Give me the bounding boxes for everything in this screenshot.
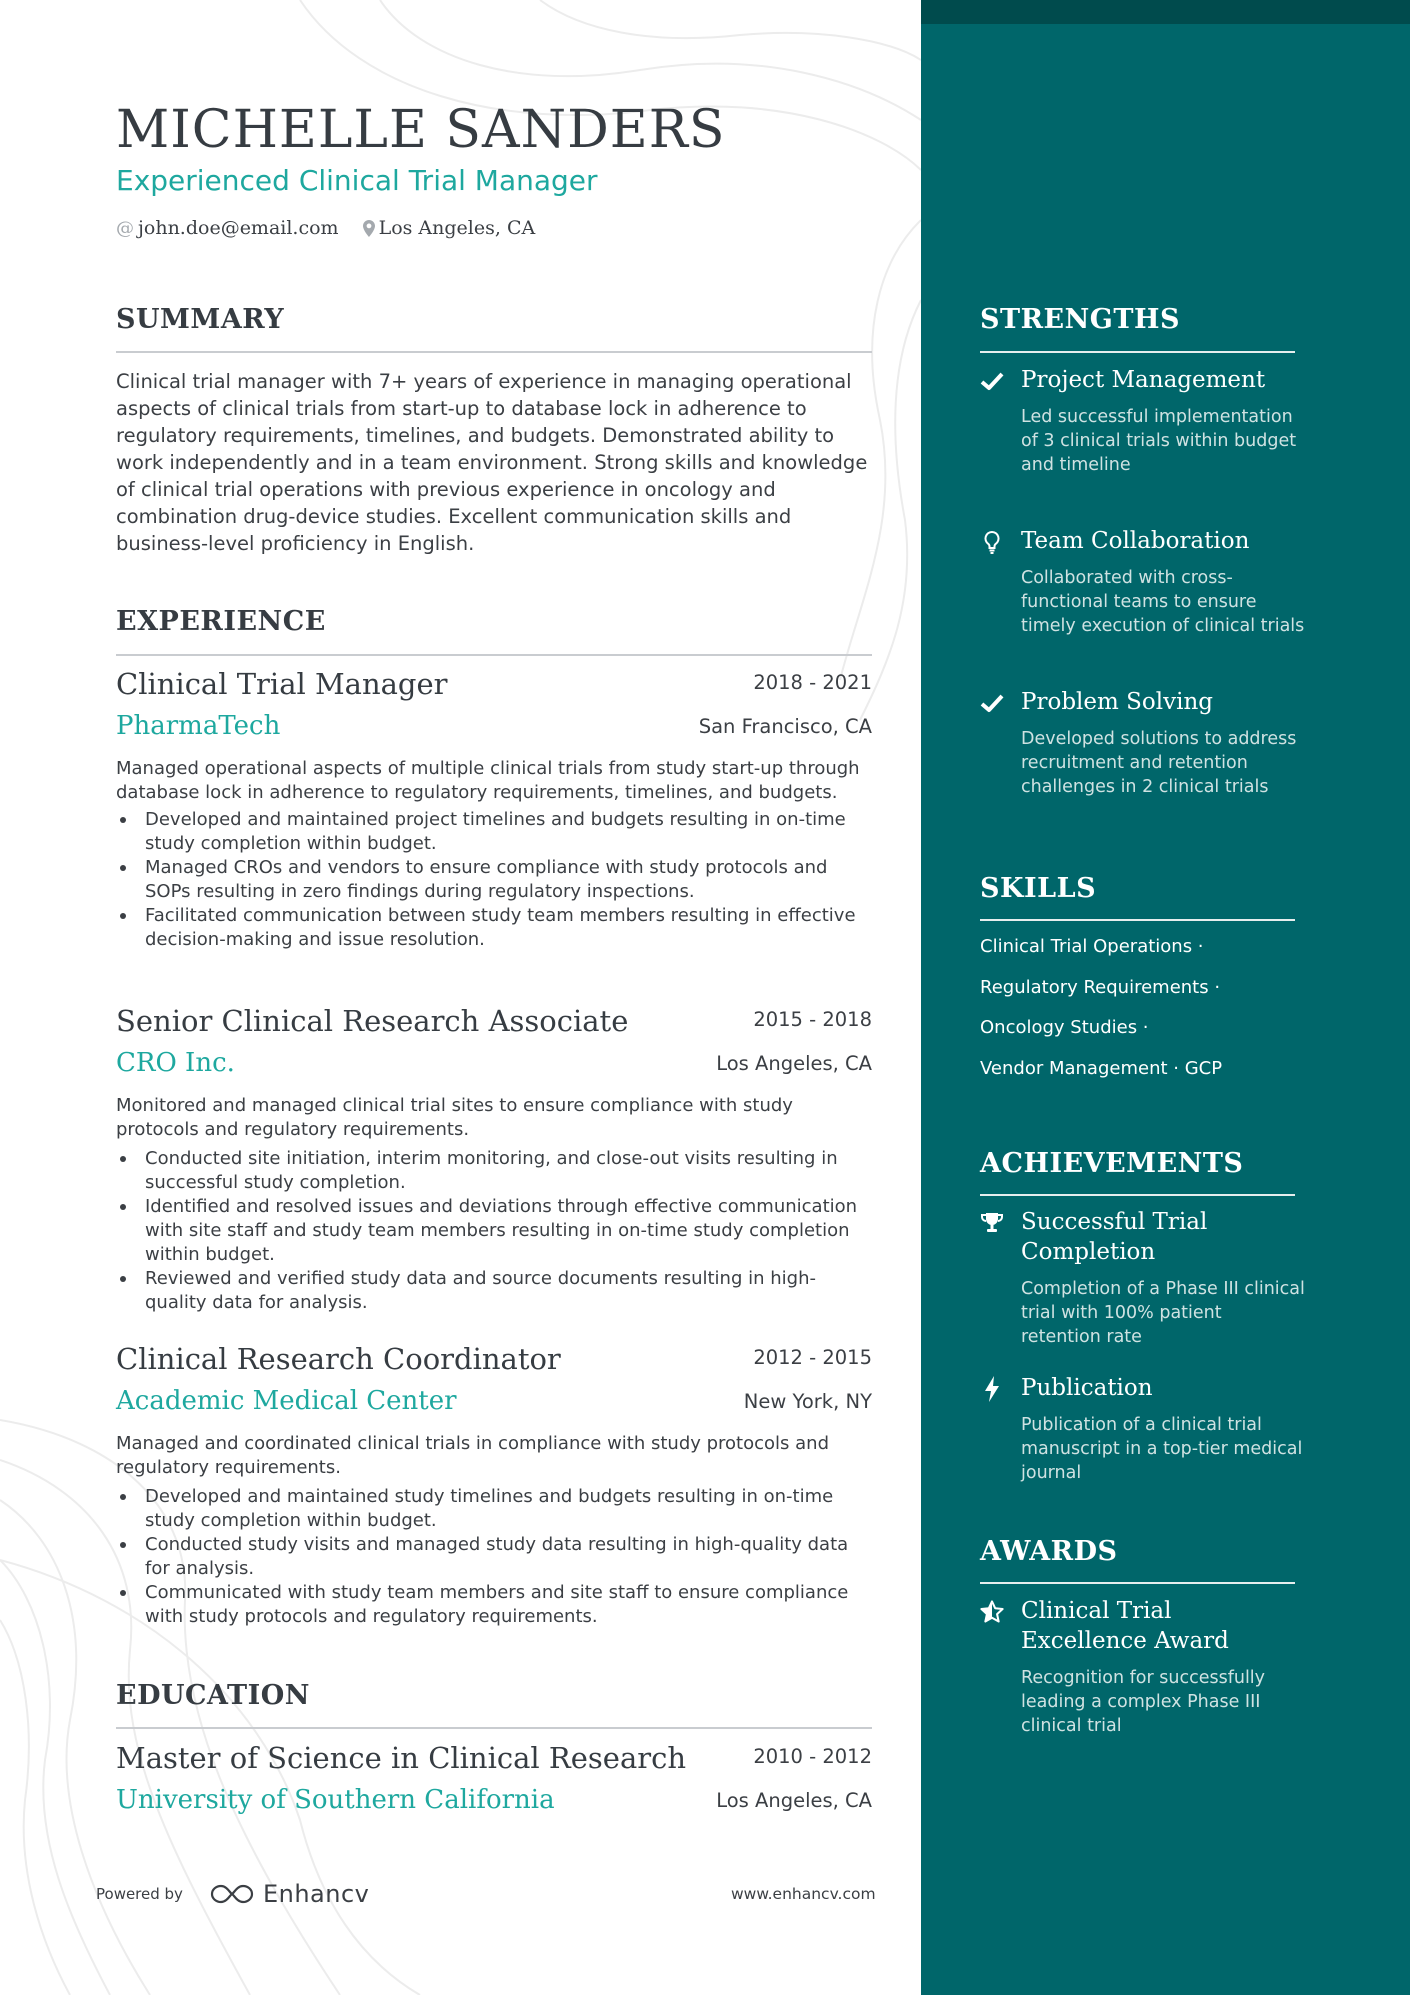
strengths-heading: STRENGTHS xyxy=(980,304,1180,335)
checkmark-icon xyxy=(980,369,1004,393)
job-summary: Managed operational aspects of multiple clinical trials from study start-up through database lock in adherence to regulatory requirements, timelines, and budgets. xyxy=(116,758,860,803)
achievement-description: Completion of a Phase III clinical trial with 100% patient retention rate xyxy=(1021,1279,1305,1347)
job-bullet: Developed and maintained study timelines and budgets resulting in on-time study completion within budget. xyxy=(116,1485,872,1533)
at-icon: @ xyxy=(116,217,134,239)
sidebar-top-band xyxy=(921,0,1410,24)
job-location: Los Angeles, CA xyxy=(716,1052,872,1075)
job-bullet: Communicated with study team members and site staff to ensure compliance with study protocols and regulatory requirements. xyxy=(116,1581,872,1629)
achievement-title: Publication xyxy=(1021,1375,1153,1401)
skill-line: Clinical Trial Operations · xyxy=(980,936,1204,957)
awards-divider xyxy=(980,1582,1295,1584)
job-description xyxy=(116,1094,872,1315)
job-dates: 2015 - 2018 xyxy=(753,1008,872,1031)
job-bullet: Facilitated communication between study team members resulting in effective decision-making and issue resolution. xyxy=(116,904,872,952)
job-company: CRO Inc. xyxy=(116,1048,235,1078)
job-bullet: Conducted study visits and managed study data resulting in high-quality data for analysis. xyxy=(116,1533,872,1581)
strengths-divider xyxy=(980,351,1295,353)
skill-line: Regulatory Requirements · xyxy=(980,977,1221,998)
job-title: Clinical Research Coordinator xyxy=(116,1342,561,1376)
star-icon xyxy=(980,1600,1004,1624)
job-title: Clinical Trial Manager xyxy=(116,667,448,701)
enhancv-logo-icon xyxy=(209,1882,255,1906)
education-divider xyxy=(116,1727,872,1729)
skills-heading: SKILLS xyxy=(980,873,1097,904)
skill-line: Oncology Studies · xyxy=(980,1017,1149,1038)
degree-title: Master of Science in Clinical Research xyxy=(116,1741,687,1775)
skills-divider xyxy=(980,919,1295,921)
job-dates: 2012 - 2015 xyxy=(753,1346,872,1369)
location-pin-icon xyxy=(363,220,375,237)
job-location: New York, NY xyxy=(743,1390,872,1413)
achievement-title: Successful Trial Completion xyxy=(1021,1209,1208,1265)
job-bullets xyxy=(116,1147,872,1315)
job-company: PharmaTech xyxy=(116,711,281,741)
job-bullets xyxy=(116,808,872,952)
summary-divider xyxy=(116,351,872,353)
job-company: Academic Medical Center xyxy=(116,1386,457,1416)
experience-divider xyxy=(116,654,872,656)
location-contact xyxy=(363,217,536,239)
job-dates: 2018 - 2021 xyxy=(753,671,872,694)
job-bullet: Developed and maintained project timelines and budgets resulting in on-time study completion within budget. xyxy=(116,808,872,856)
achievements-heading: ACHIEVEMENTS xyxy=(980,1148,1244,1179)
job-bullet: Managed CROs and vendors to ensure compliance with study protocols and SOPs resulting in zero findings during regulatory inspections. xyxy=(116,856,872,904)
job-location: San Francisco, CA xyxy=(698,715,872,738)
job-bullet: Identified and resolved issues and deviations through effective communication with site staff and study team members resulting in on-time study completion within budget. xyxy=(116,1195,872,1267)
powered-by xyxy=(96,1880,369,1908)
job-title: Senior Clinical Research Associate xyxy=(116,1004,629,1038)
job-summary: Managed and coordinated clinical trials in compliance with study protocols and regulatory requirements. xyxy=(116,1433,830,1478)
strength-title: Team Collaboration xyxy=(1021,528,1250,554)
strength-description: Developed solutions to address recruitment and retention challenges in 2 clinical trials xyxy=(1021,729,1297,797)
job-bullet: Reviewed and verified study data and source documents resulting in high-quality data for analysis. xyxy=(116,1267,872,1315)
strength-title: Problem Solving xyxy=(1021,689,1213,715)
lightning-bolt-icon xyxy=(980,1377,1004,1401)
strength-description: Led successful implementation of 3 clinical trials within budget and timeline xyxy=(1021,407,1297,475)
job-bullet: Conducted site initiation, interim monitoring, and close-out visits resulting in successful study completion. xyxy=(116,1147,872,1195)
job-summary: Monitored and managed clinical trial sites to ensure compliance with study protocols and regulatory requirements. xyxy=(116,1095,793,1140)
school-location: Los Angeles, CA xyxy=(716,1789,872,1812)
lightbulb-icon xyxy=(980,530,1004,554)
powered-by-text: Powered by xyxy=(96,1885,183,1903)
job-description xyxy=(116,757,872,952)
job-description xyxy=(116,1432,872,1629)
contact-info xyxy=(116,217,559,239)
candidate-title: Experienced Clinical Trial Manager xyxy=(116,164,598,197)
skill-line: Vendor Management · GCP xyxy=(980,1058,1223,1079)
achievements-divider xyxy=(980,1194,1295,1196)
checkmark-icon xyxy=(980,691,1004,715)
award-title: Clinical Trial Excellence Award xyxy=(1021,1598,1229,1654)
strength-title: Project Management xyxy=(1021,367,1266,393)
experience-heading: EXPERIENCE xyxy=(116,606,326,637)
job-bullets xyxy=(116,1485,872,1629)
achievement-description: Publication of a clinical trial manuscript in a top-tier medical journal xyxy=(1021,1415,1303,1483)
summary-heading: SUMMARY xyxy=(116,304,285,335)
trophy-icon xyxy=(980,1211,1004,1235)
summary-text: Clinical trial manager with 7+ years of experience in managing operational aspects of clinical trials from start-up to database lock in adherence to regulatory requirements, timelines, and budgets. Demonstrated ability to work independently and in a team environment. Strong skills and knowledge of clinical trial operations with previous experience in oncology and combination drug-device studies. Excellent communication skills and business-level proficiency in English. xyxy=(116,370,868,555)
awards-heading: AWARDS xyxy=(980,1536,1118,1567)
education-dates: 2010 - 2012 xyxy=(753,1745,872,1768)
email-text: john.doe@email.com xyxy=(138,217,339,239)
school-name: University of Southern California xyxy=(116,1785,555,1815)
award-description: Recognition for successfully leading a complex Phase III clinical trial xyxy=(1021,1668,1266,1736)
website-link[interactable]: www.enhancv.com xyxy=(731,1885,876,1903)
email-contact[interactable] xyxy=(116,217,339,239)
candidate-name: MICHELLE SANDERS xyxy=(116,100,726,160)
education-heading: EDUCATION xyxy=(116,1680,310,1711)
brand-name: Enhancv xyxy=(262,1880,370,1908)
enhancv-logo[interactable] xyxy=(209,1880,369,1908)
strength-description: Collaborated with cross-functional teams to ensure timely execution of clinical trials xyxy=(1021,568,1305,636)
location-text: Los Angeles, CA xyxy=(378,217,536,239)
sidebar xyxy=(921,0,1410,1995)
